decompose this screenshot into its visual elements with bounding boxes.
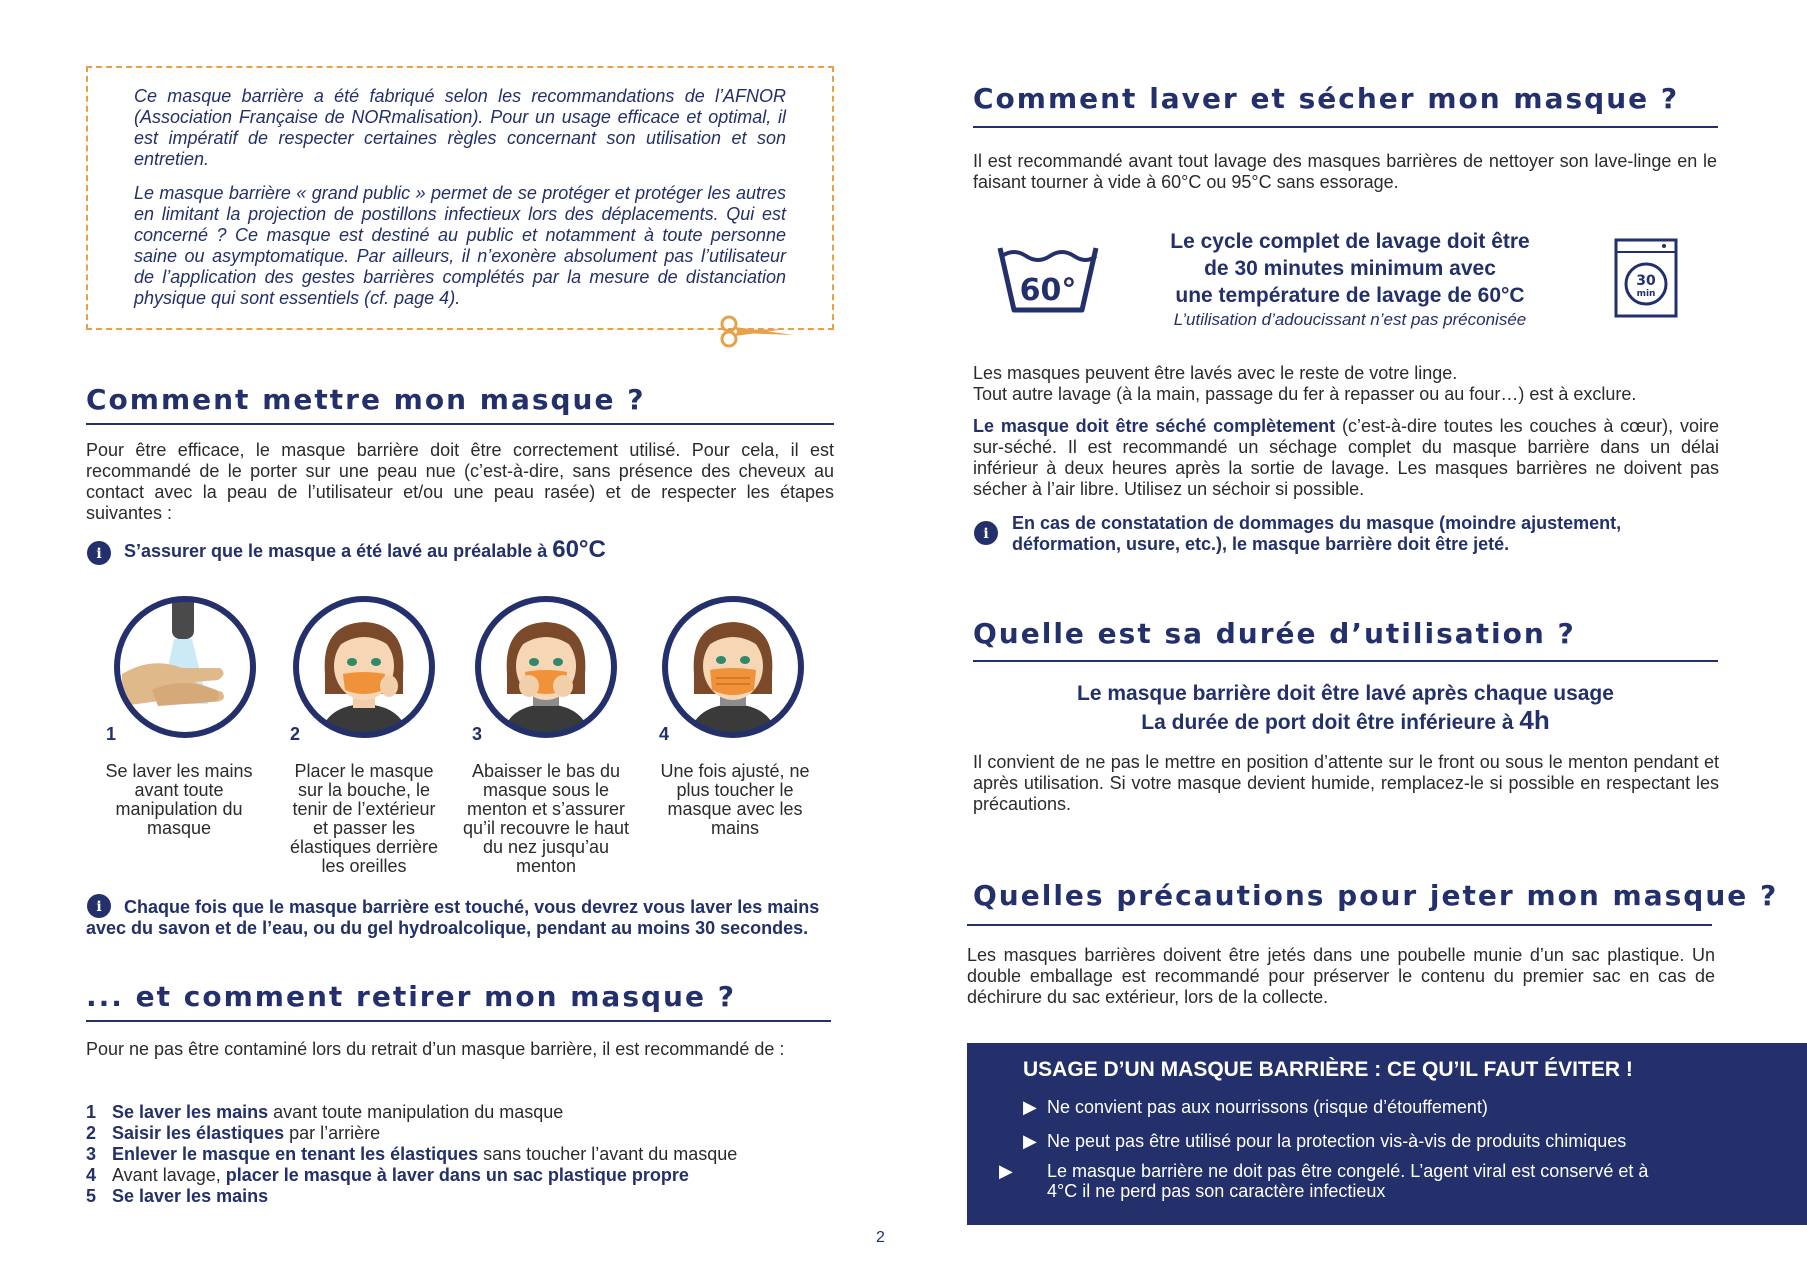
intro-text	[134, 86, 786, 322]
avoid-item-3	[999, 1161, 1683, 1201]
remove-step-2-bold: Saisir les élastiques	[112, 1123, 285, 1143]
wash-cycle-line-1: Le cycle complet de lavage doit être	[1170, 230, 1530, 253]
remove-step-2-rest: par l’arrière	[284, 1123, 381, 1143]
wash-rule	[973, 126, 1718, 128]
remove-step-4: 4 Avant lavage, placer le masque à laver dans un sac plastique propre	[86, 1165, 689, 1185]
remove-title: ... et comment retirer mon masque ?	[86, 980, 736, 1013]
svg-text:i: i	[983, 526, 989, 542]
wash-basin-temp: 60°	[1019, 273, 1077, 308]
wash-paragraph-2	[973, 416, 1719, 500]
dispose-body: Les masques barrières doivent être jetés dans une poubelle munie d’un sac plastique. Un double emballage est recommandé pour préserver le contenu du premier sac en cas de déchirure du sac extérieur, lors de la collecte.	[967, 945, 1715, 1007]
dispose-rule	[967, 924, 1712, 926]
duration-title: Quelle est sa durée d’utilisation ?	[973, 617, 1576, 650]
avoid-item-2-text: Ne peut pas être utilisé pour la protection vis-à-vis de produits chimiques	[1047, 1131, 1627, 1151]
wash-paragraph-1	[973, 363, 1717, 405]
wash-paragraph-1a: Les masques peuvent être lavés avec le reste de votre linge.	[973, 363, 1458, 383]
remove-rule	[86, 1020, 831, 1022]
step-3-number: 3	[472, 724, 483, 744]
wash-title: Comment laver et sécher mon masque ?	[973, 82, 1680, 115]
step-4-mask-on-illustration	[660, 594, 806, 740]
remove-step-5-bold: Se laver les mains	[112, 1186, 269, 1206]
washing-machine-duration: 30	[1636, 273, 1656, 289]
tip-wash-before	[124, 536, 606, 563]
remove-step-1-bold: Se laver les mains	[112, 1102, 269, 1122]
step-3-caption: Abaisser le bas du masque sous le menton et s’assurer qu’il recouvre le haut du nez jusqu’au menton	[462, 761, 630, 876]
avoid-item-2	[1023, 1131, 1683, 1151]
duration-rule	[973, 660, 1718, 662]
svg-text:i: i	[96, 899, 102, 915]
remove-step-1-rest: avant toute manipulation du masque	[268, 1102, 564, 1122]
step-4-number: 4	[659, 724, 670, 744]
dispose-title: Quelles précautions pour jeter mon masque ?	[973, 879, 1779, 912]
tip-damaged-mask: En cas de constatation de dommages du masque (moindre ajustement, déformation, usure, etc.), le masque barrière doit être jeté.	[1012, 513, 1622, 554]
remove-steps-list	[86, 1102, 737, 1207]
triangle-bullet-icon: ▶	[1023, 1131, 1037, 1151]
duration-highlight	[973, 680, 1718, 736]
step-2-place-mask-illustration	[291, 594, 437, 740]
triangle-bullet-icon: ▶	[999, 1161, 1013, 1181]
step-3-adjust-mask-illustration	[473, 594, 619, 740]
wash-cycle-line-3: une température de lavage de 60°C	[1175, 284, 1525, 307]
avoid-panel	[967, 1043, 1807, 1225]
wash-intro: Il est recommandé avant tout lavage des masques barrières de nettoyer son lave-linge en le faisant tourner à vide à 60°C ou 95°C sans essorage.	[973, 151, 1717, 192]
wash-cycle-line-2: de 30 minutes minimum avec	[1204, 257, 1496, 280]
info-icon	[973, 520, 999, 546]
remove-step-3: 3 Enlever le masque en tenant les élastiques sans toucher l’avant du masque	[86, 1144, 738, 1164]
duration-body: Il convient de ne pas le mettre en position d’attente sur le front ou sous le menton pendant et après utilisation. Si votre masque devient humide, remplacez-le si possible en respectant les précautions.	[973, 752, 1719, 814]
wash-cycle-box	[1120, 228, 1580, 330]
triangle-bullet-icon: ▶	[1023, 1097, 1037, 1117]
wash-paragraph-1b: Tout autre lavage (à la main, passage du fer à repasser ou au four…) est à exclure.	[973, 384, 1637, 404]
svg-text:i: i	[96, 546, 102, 562]
tip-wash-hands: Chaque fois que le masque barrière est touché, vous devrez vous laver les mains avec du savon et de l’eau, ou du gel hydroalcolique, pendant au moins 30 secondes.	[86, 897, 820, 938]
wash-paragraph-2-bold: Le masque doit être séché complètement	[973, 416, 1336, 436]
remove-step-5: 5 Se laver les mains	[86, 1186, 269, 1206]
intro-paragraph-2: Le masque barrière « grand public » permet de se protéger et protéger les autres en limitant la projection de postillons infectieux lors des déplacements. Qui est concerné ? Ce masque est destiné au public et notamment à toute personne saine ou asymptomatique. Par ailleurs, il n’exonère absolument pas l’utilisateur de l’application des gestes barrières complétés par la mesure de distanciation physique qui sont essentiels (cf. page 4).	[134, 183, 786, 308]
washing-machine-30min-icon	[1614, 238, 1678, 318]
duration-line-1: Le masque barrière doit être lavé après chaque usage	[1077, 682, 1614, 705]
step-2-number: 2	[290, 724, 301, 744]
step-1-wash-hands-illustration	[112, 594, 258, 740]
wash-basin-60-icon	[996, 242, 1100, 314]
remove-body: Pour ne pas être contaminé lors du retrait d’un masque barrière, il est recommandé de :	[86, 1039, 785, 1059]
remove-step-2: 2 Saisir les élastiques par l’arrière	[86, 1123, 381, 1143]
avoid-item-1	[1023, 1097, 1683, 1117]
tip-wash-temp: 60°C	[552, 536, 606, 563]
intro-paragraph-1: Ce masque barrière a été fabriqué selon les recommandations de l’AFNOR (Association Française de NORmalisation). Pour un usage efficace et optimal, il est impératif de respecter certaines règles concernant son utilisation et son entretien.	[134, 86, 786, 169]
duration-line-2-text: La durée de port doit être inférieure à	[1141, 711, 1520, 734]
avoid-item-1-text: Ne convient pas aux nourrissons (risque d’étouffement)	[1047, 1097, 1488, 1117]
info-icon	[86, 540, 112, 566]
remove-step-4-pre: Avant lavage,	[112, 1165, 226, 1185]
step-2-caption: Placer le masque sur la bouche, le tenir de l’extérieur et passer les élastiques derrière les oreilles	[289, 761, 439, 876]
step-1-caption: Se laver les mains avant toute manipulation du masque	[105, 761, 253, 838]
wash-cycle-note: L’utilisation d’adoucissant n’est pas préconisée	[1173, 310, 1527, 329]
wash-paragraph-2-rest: (c’est-à-dire toutes les couches à cœur), voire sur-séché. Il est recommandé un séchage complet du masque barrière dans un délai inférieur à deux heures après la sortie de lavage. Les masques barrières ne doivent pas sécher à l’air libre. Utilisez un séchoir si possible.	[973, 416, 1719, 499]
step-1-number: 1	[106, 724, 117, 744]
put-on-title: Comment mettre mon masque ?	[86, 383, 646, 416]
duration-max: 4h	[1519, 705, 1550, 735]
avoid-item-3-text: Le masque barrière ne doit pas être congelé. L’agent viral est conservé et à 4°C il ne perd pas son caractère infectieux	[1047, 1161, 1649, 1201]
remove-step-4-bold: placer le masque à laver dans un sac plastique propre	[225, 1165, 689, 1185]
avoid-title: USAGE D’UN MASQUE BARRIÈRE : CE QU’IL FAUT ÉVITER !	[1023, 1058, 1633, 1081]
washing-machine-unit: min	[1636, 289, 1656, 299]
page-number: 2	[876, 1229, 885, 1246]
put-on-rule	[86, 423, 834, 425]
tip-wash-before-text: S’assurer que le masque a été lavé au préalable à	[124, 541, 553, 561]
duration-line-2	[973, 707, 1718, 736]
step-4-caption: Une fois ajusté, ne plus toucher le masque avec les mains	[660, 761, 810, 838]
remove-step-1: 1 Se laver les mains avant toute manipulation du masque	[86, 1102, 564, 1122]
put-on-body: Pour être efficace, le masque barrière doit être correctement utilisé. Pour cela, il est recommandé de le porter sur une peau nue (c’est-à-dire, sans présence des cheveux au contact avec la peau de l’utilisateur et/ou une peau rasée) et de respecter les étapes suivantes :	[86, 440, 834, 523]
remove-step-3-rest: sans toucher l’avant du masque	[478, 1144, 738, 1164]
remove-step-3-bold: Enlever le masque en tenant les élastiques	[112, 1144, 479, 1164]
scissors-icon	[718, 314, 798, 348]
